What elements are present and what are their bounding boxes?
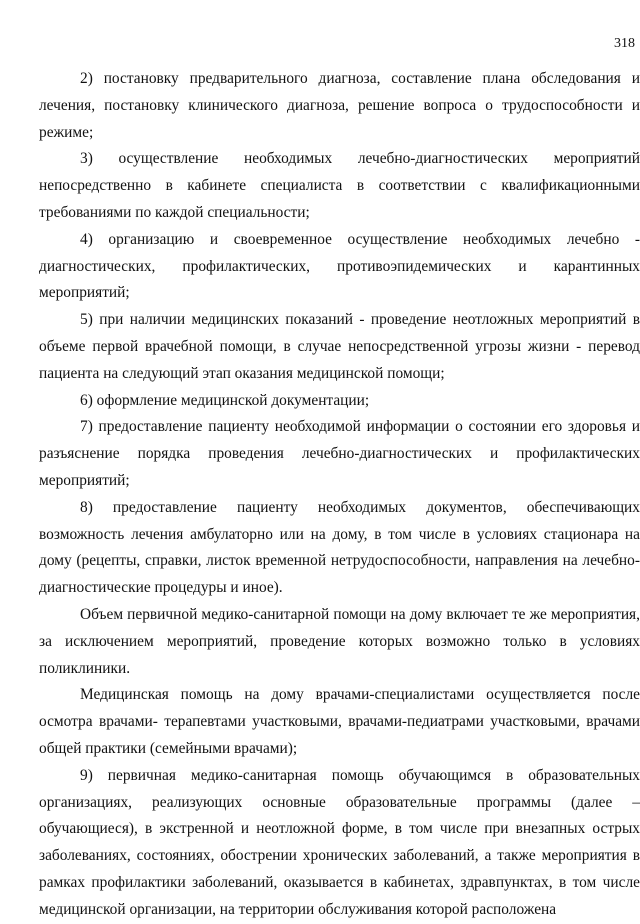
paragraph-item-3: 3) осуществление необходимых лечебно-диагностических мероприятий непосредственно в кабинете специалиста в соответствии с квалификационными требованиями по каждой специальности; — [39, 150, 640, 221]
paragraph-item-2: 2) постановку предварительного диагноза, составление плана обследования и лечения, постановку клинического диагноза, решение вопроса о трудоспособности и режиме; — [39, 70, 640, 141]
paragraph-item-9: 9) первичная медико-санитарная помощь обучающимся в образовательных организациях, реализующих основные образовательные программы (далее – обучающиеся), в экстренной и неотложной форме, в том числе при внезапных острых заболеваниях, состояниях, обострении хронических заболеваний, а также мероприятия в рамках профилактики заболеваний, оказывается в кабинетах, здравпунктах, в том числе медицинской организации, на территории обслуживания которой расположена — [39, 766, 640, 918]
paragraph-item-7: 7) предоставление пациенту необходимой информации о состоянии его здоровья и разъяснение порядка проведения лечебно-диагностических и профилактических мероприятий; — [39, 418, 640, 489]
page-number: 318 — [614, 36, 635, 51]
paragraph-item-5: 5) при наличии медицинских показаний - проведение неотложных мероприятий в объеме первой врачебной помощи, в случае непосредственной угрозы жизни - перевод пациента на следующий этап оказания медицинской помощи; — [39, 311, 640, 382]
paragraph-item-8: 8) предоставление пациенту необходимых документов, обеспечивающих возможность лечения амбулаторно или на дому, в том числе в условиях стационара на дому (рецепты, справки, листок временной нетрудоспособности, направления на лечебно-диагностические процедуры и иное). — [39, 498, 640, 597]
paragraph-item-6: 6) оформление медицинской документации; — [80, 391, 370, 409]
paragraph-home-care-specialists: Медицинская помощь на дому врачами-специалистами осуществляется после осмотра врачами- терапевтами участковыми, врачами-педиатрами участковыми, врачами общей практики (семейными врачами); — [39, 686, 640, 757]
document-body — [39, 66, 640, 924]
paragraph-item-4: 4) организацию и своевременное осуществление необходимых лечебно - диагностических, профилактических, противоэпидемических и карантинных мероприятий; — [39, 230, 640, 302]
paragraph-home-care-scope: Объем первичной медико-санитарной помощи на дому включает те же мероприятия, за исключением мероприятий, проведение которых возможно только в условиях поликлиники. — [39, 605, 640, 677]
